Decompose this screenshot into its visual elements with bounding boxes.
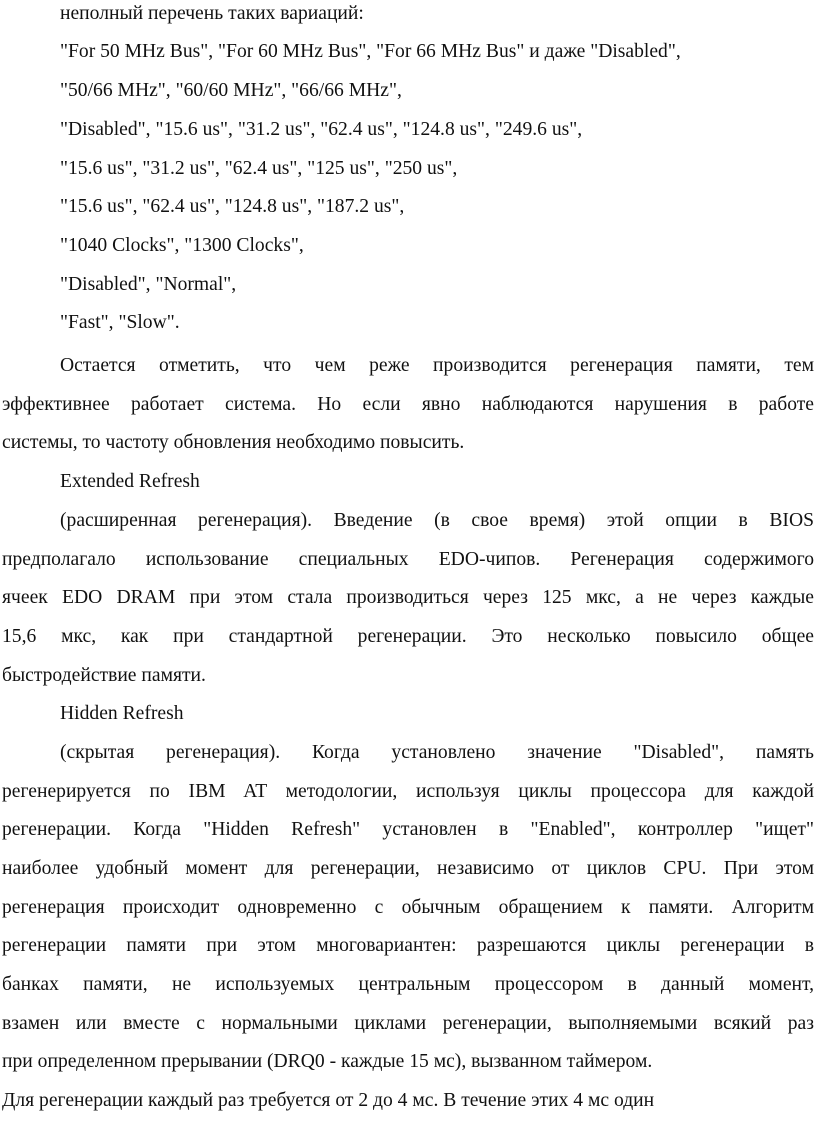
paragraph-line: регенерации. Когда "Hidden Refresh" установлен в "Enabled", контроллер "ищет" (2, 819, 814, 840)
paragraph-line: эффективнее работает система. Но если явно наблюдаются нарушения в работе (2, 394, 814, 415)
paragraph-line: регенерируется по IBM AT методологии, используя циклы процессора для каждой (2, 781, 814, 802)
paragraph-line: банках памяти, не используемых центральным процессором в данный момент, (2, 974, 814, 995)
text-line-mhz-options: "50/66 MHz", "60/60 MHz", "66/66 MHz", (60, 80, 402, 101)
paragraph-line: регенерации памяти при этом многовариантен: разрешаются циклы регенерации в (2, 935, 814, 956)
paragraph-line: (расширенная регенерация). Введение (в свое время) этой опции в BIOS (60, 510, 814, 531)
text-line-speed-options: "Fast", "Slow". (60, 312, 180, 333)
paragraph-line: при определенном прерывании (DRQ0 - каждые 15 мс), вызванном таймером. (2, 1051, 653, 1072)
section-heading-hidden-refresh: Hidden Refresh (60, 703, 184, 724)
text-line-normal-options: "Disabled", "Normal", (60, 274, 237, 295)
paragraph-line: (скрытая регенерация). Когда установлено значение "Disabled", память (60, 742, 814, 763)
paragraph-line: быстродействие памяти. (2, 665, 206, 686)
paragraph-line: предполагало использование специальных EDO-чипов. Регенерация содержимого (2, 549, 814, 570)
text-line-variations-intro: неполный перечень таких вариаций: (60, 3, 364, 24)
text-line-clocks-options: "1040 Clocks", "1300 Clocks", (60, 235, 304, 256)
section-heading-extended-refresh: Extended Refresh (60, 471, 200, 492)
paragraph-line: ячеек EDO DRAM при этом стала производиться через 125 мкс, а не через каждые (2, 587, 814, 608)
paragraph-line: системы, то частоту обновления необходимо повысить. (2, 432, 465, 453)
text-line-us-options-3: "15.6 us", "62.4 us", "124.8 us", "187.2 us", (60, 196, 405, 217)
paragraph-line: наиболее удобный момент для регенерации, независимо от циклов CPU. При этом (2, 858, 814, 879)
paragraph-line: Остается отметить, что чем реже производится регенерация памяти, тем (60, 355, 814, 376)
paragraph-line: взамен или вместе с нормальными циклами регенерации, выполняемыми всякий раз (2, 1013, 814, 1034)
paragraph-line: Для регенерации каждый раз требуется от 2 до 4 мс. В течение этих 4 мс один (2, 1090, 655, 1111)
text-line-us-options-2: "15.6 us", "31.2 us", "62.4 us", "125 us", "250 us", (60, 158, 458, 179)
text-line-bus-options: "For 50 MHz Bus", "For 60 MHz Bus", "For 66 MHz Bus" и даже "Disabled", (60, 41, 681, 62)
paragraph-line: регенерация происходит одновременно с обычным обращением к памяти. Алгоритм (2, 897, 814, 918)
text-line-us-options-1: "Disabled", "15.6 us", "31.2 us", "62.4 us", "124.8 us", "249.6 us", (60, 119, 583, 140)
paragraph-line: 15,6 мкс, как при стандартной регенерации. Это несколько повысило общее (2, 626, 814, 647)
